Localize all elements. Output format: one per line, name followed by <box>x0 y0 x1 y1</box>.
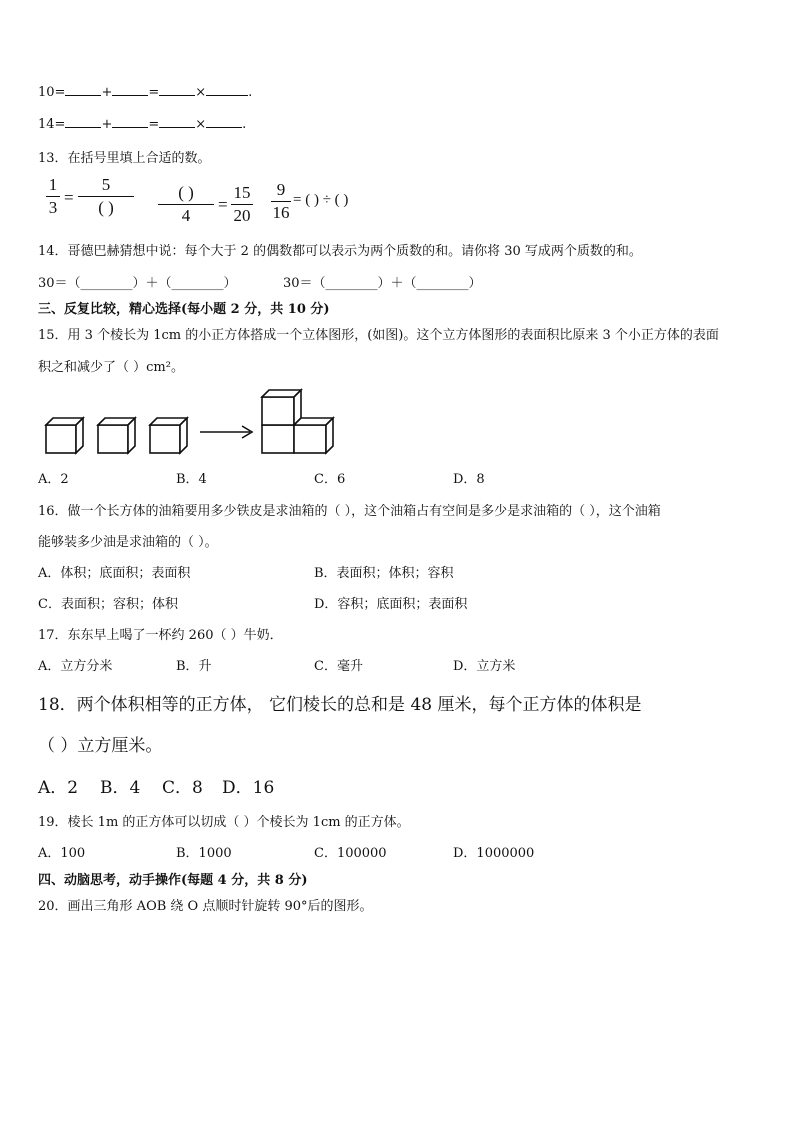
q13-fraction-2-left <box>158 183 214 226</box>
q19-option-d[interactable]: D．1000000 <box>453 846 535 861</box>
numerator: 15 <box>233 183 251 202</box>
answer-blank[interactable]: ( ) <box>98 198 114 217</box>
plus-sign: + <box>101 85 113 100</box>
q16-option-a[interactable]: A．体积；底面积；表面积 <box>38 566 191 581</box>
q12-row-14 <box>38 115 246 132</box>
q19-stem: 19．棱长 1m 的正方体可以切成（ ）个棱长为 1cm 的正方体。 <box>38 815 410 830</box>
q12-row1-prefix: 10= <box>38 85 66 100</box>
answer-blank[interactable] <box>159 83 195 96</box>
small-cube-icon <box>150 418 187 453</box>
period: . <box>242 117 247 132</box>
answer-blank[interactable] <box>206 83 248 96</box>
denominator: 3 <box>48 198 58 217</box>
q18-stem-line-2: （ ）立方厘米。 <box>38 736 163 756</box>
answer-blank[interactable] <box>112 83 148 96</box>
q13-fraction-3 <box>271 180 291 223</box>
q20-stem: 20．画出三角形 AOB 绕 O 点顺时针旋转 90°后的图形。 <box>38 899 373 914</box>
q16-stem-line-2: 能够装多少油是求油箱的（ ）。 <box>38 535 218 550</box>
answer-blank[interactable] <box>112 115 148 128</box>
equals-sign: = <box>148 117 160 132</box>
q15-option-c[interactable]: C．6 <box>314 472 346 487</box>
q13-division-blanks[interactable]: = ( ) ÷ ( ) <box>293 192 349 208</box>
q19-option-b[interactable]: B．1000 <box>176 846 232 861</box>
answer-blank[interactable] <box>65 83 101 96</box>
numerator: 9 <box>276 180 286 199</box>
q13-stem: 13．在括号里填上合适的数。 <box>38 151 211 166</box>
q13-fraction-1-left <box>46 175 60 218</box>
numerator: 1 <box>48 175 58 194</box>
combined-solid-icon <box>262 390 333 453</box>
q16-stem-line-1: 16．做一个长方体的油箱要用多少铁皮是求油箱的（ ），这个油箱占有空间是多少是求油箱的（ ），这个油箱 <box>38 504 661 519</box>
q18-stem-line-1: 18．两个体积相等的正方体， 它们棱长的总和是 48 厘米，每个正方体的体积是 <box>38 695 642 715</box>
q17-option-a[interactable]: A．立方分米 <box>38 659 113 674</box>
q16-option-d[interactable]: D．容积；底面积；表面积 <box>314 597 468 612</box>
q13-fraction-2-right <box>231 183 253 226</box>
q15-stem-line-2: 积之和减少了（ ）cm²。 <box>38 360 184 375</box>
q17-option-b[interactable]: B．升 <box>176 659 212 674</box>
q15-option-d[interactable]: D．8 <box>453 472 485 487</box>
answer-blank[interactable] <box>159 115 195 128</box>
q12-row2-prefix: 14= <box>38 117 66 132</box>
q15-option-a[interactable]: A．2 <box>38 472 69 487</box>
q16-option-b[interactable]: B．表面积；体积；容积 <box>314 566 454 581</box>
fraction-bar <box>271 201 291 202</box>
answer-blank[interactable]: ( ) <box>178 183 194 202</box>
numerator: 5 <box>101 175 111 194</box>
q16-option-c[interactable]: C．表面积；容积；体积 <box>38 597 178 612</box>
q19-option-a[interactable]: A．100 <box>38 846 86 861</box>
plus-sign: + <box>101 117 113 132</box>
fraction-bar <box>231 204 253 205</box>
q19-option-c[interactable]: C．100000 <box>314 846 387 861</box>
cube-arrangement-figure <box>40 380 350 458</box>
q14-stem: 14．哥德巴赫猜想中说：每个大于 2 的偶数都可以表示为两个质数的和。请你将 30 写成两个质数的和。 <box>38 244 642 259</box>
q17-option-d[interactable]: D．立方米 <box>453 659 516 674</box>
small-cube-icon <box>46 418 83 453</box>
denominator: 20 <box>233 206 251 225</box>
answer-blank[interactable] <box>65 115 101 128</box>
times-sign: × <box>195 85 207 100</box>
q17-option-c[interactable]: C．毫升 <box>314 659 363 674</box>
q15-option-b[interactable]: B．4 <box>176 472 207 487</box>
section-3-heading: 三、反复比较，精心选择(每小题 2 分，共 10 分) <box>38 302 330 317</box>
q18-option-d[interactable]: D．16 <box>222 778 275 798</box>
q14-equation-1[interactable]: 30＝（________）＋（________） <box>38 276 237 291</box>
small-cube-icon <box>98 418 135 453</box>
q17-stem: 17．东东早上喝了一杯约 260（ ）牛奶． <box>38 628 283 643</box>
equals-sign: = <box>148 85 160 100</box>
section-4-heading: 四、动脑思考，动手操作(每题 4 分，共 8 分) <box>38 873 308 888</box>
fraction-bar <box>158 204 214 205</box>
q12-row-10 <box>38 83 252 100</box>
equals-sign: = <box>218 195 228 214</box>
fraction-bar <box>46 196 60 197</box>
answer-blank[interactable] <box>206 115 242 128</box>
denominator: 16 <box>272 203 290 222</box>
times-sign: × <box>195 117 207 132</box>
q18-option-c[interactable]: C．8 <box>162 778 203 798</box>
q18-option-a[interactable]: A．2 <box>38 778 79 798</box>
period: . <box>248 85 253 100</box>
fraction-bar <box>78 196 134 197</box>
q14-equation-2[interactable]: 30＝（________）＋（________） <box>283 276 482 291</box>
arrow-right-icon <box>200 426 252 438</box>
q13-fraction-1-right <box>78 175 134 218</box>
q18-option-b[interactable]: B．4 <box>100 778 141 798</box>
equals-sign: = <box>64 188 74 207</box>
q15-stem-line-1: 15．用 3 个棱长为 1cm 的小正方体搭成一个立体图形，(如图)。这个立方体图形的表面积比原来 3 个小正方体的表面 <box>38 328 719 343</box>
denominator: 4 <box>181 206 191 225</box>
